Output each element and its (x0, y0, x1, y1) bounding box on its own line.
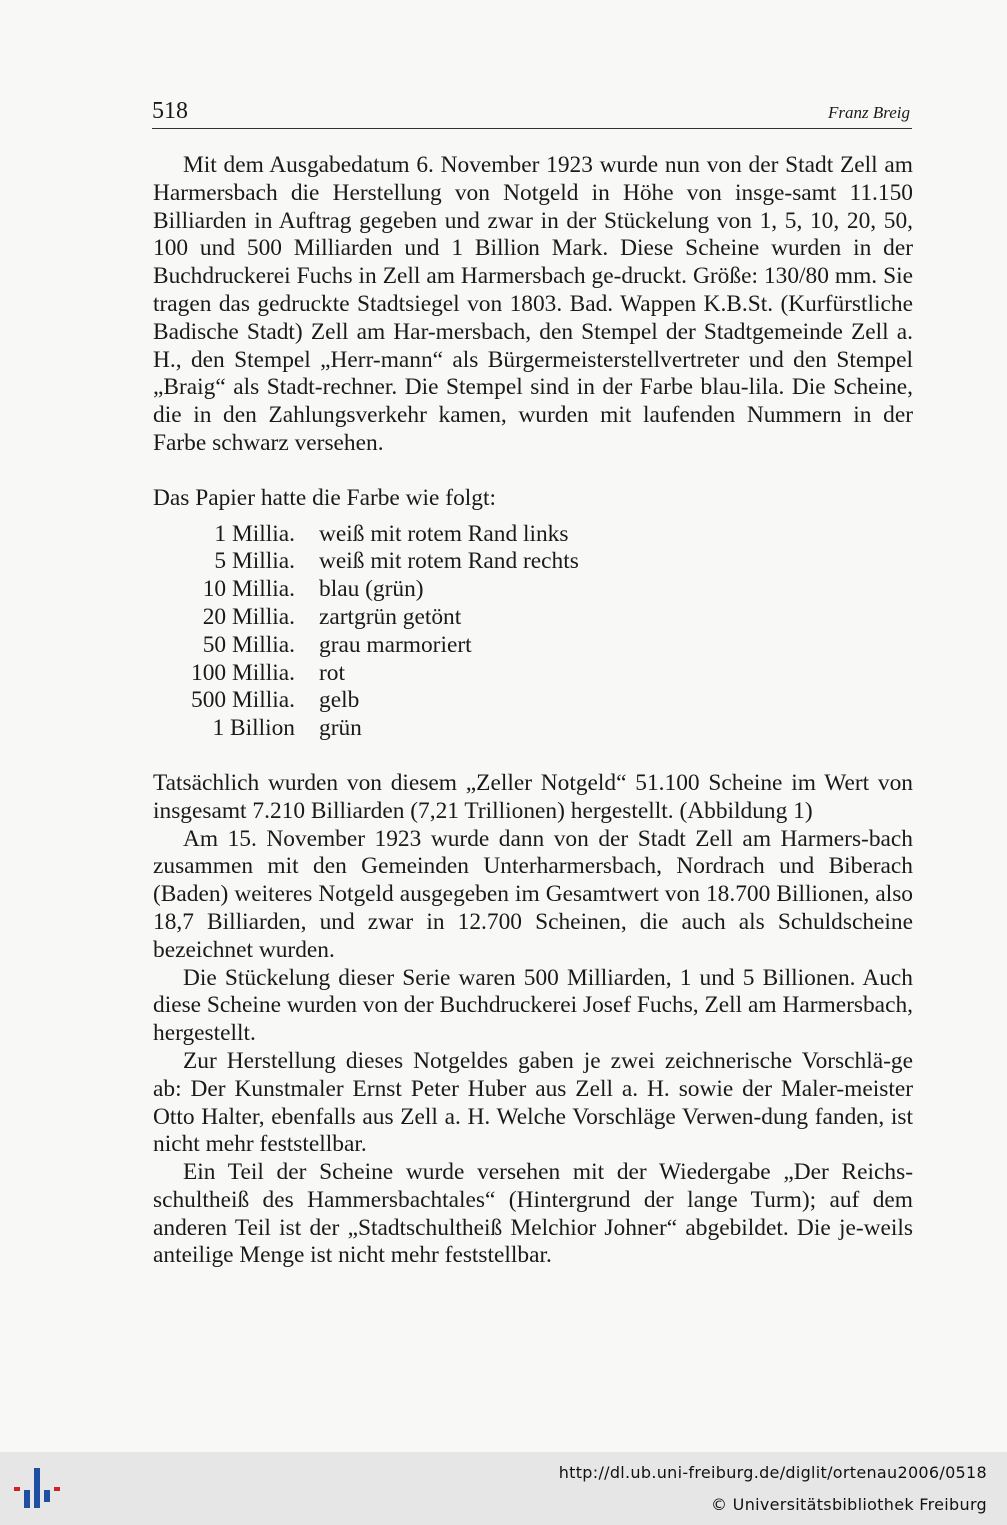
denomination: 1 Billion (212, 715, 295, 742)
paragraph-4: Am 15. November 1923 wurde dann von der Stadt Zell am Harmers-bach zusammen mit den Gemeinden Unterharmersbach, Nordrach und Biberach (Baden) weiteres Notgeld ausgegeben im Gesamtwert von 18.700 Billionen, also 18,7 Billiarden, und zwar in 12.700 Scheinen, die auch als Schuldscheine bezeichnet wurden. (153, 825, 913, 963)
list-item (153, 521, 913, 549)
logo-bar-blue-3 (44, 1490, 50, 1502)
body-text (153, 152, 913, 1270)
paper-color: gelb (319, 687, 360, 714)
denomination: 20 Millia. (202, 603, 295, 630)
list-item (153, 604, 913, 632)
denomination: 100 Millia. (191, 659, 295, 686)
list-item (153, 715, 913, 743)
paper-color: weiß mit rotem Rand rechts (319, 548, 579, 575)
logo-bar-red-left (14, 1487, 20, 1491)
paragraph-5: Die Stückelung dieser Serie waren 500 Milliarden, 1 und 5 Billionen. Auch diese Scheine wurden von der Buchdruckerei Josef Fuchs, Zell am Harmersbach, hergestellt. (153, 964, 913, 1047)
list-item (153, 687, 913, 715)
denomination: 500 Millia. (191, 687, 295, 714)
paragraph-7: Ein Teil der Scheine wurde versehen mit der Wiedergabe „Der Reichs-schultheiß des Hammersbachtales“ (Hintergrund der lange Turm); auf dem anderen Teil ist der „Stadtschultheiß Melchior Johner“ abgebildet. Die je-weils anteilige Menge ist nicht mehr feststellbar. (153, 1159, 913, 1269)
paper-color-list (153, 521, 913, 743)
paragraph-2: Das Papier hatte die Farbe wie folgt: (153, 484, 496, 511)
list-item (153, 632, 913, 660)
ub-freiburg-logo-icon[interactable] (12, 1466, 64, 1512)
paper-color: weiß mit rotem Rand links (319, 520, 569, 547)
page-header (152, 98, 912, 129)
paragraph-6: Zur Herstellung dieses Notgeldes gaben je zwei zeichnerische Vorschlä-ge ab: Der Kunstmaler Ernst Peter Huber aus Zell a. H. sowie der Maler-meister Otto Halter, ebenfalls aus Zell a. H. Welche Vorschläge Verwen-dung fanden, ist nicht mehr feststellbar. (153, 1047, 913, 1158)
paper-color: blau (grün) (319, 576, 424, 603)
list-item (153, 660, 913, 688)
logo-bar-blue-1 (24, 1490, 30, 1508)
source-url-link[interactable]: http://dl.ub.uni-freiburg.de/diglit/ortenau2006/0518 (558, 1463, 987, 1482)
page-number: 518 (152, 98, 188, 124)
paragraph-3: Tatsächlich wurden von diesem „Zeller Notgeld“ 51.100 Scheine im Wert von insgesamt 7.210 Billiarden (7,21 Trillionen) hergestellt. (Abbildung 1) (153, 769, 913, 824)
denomination: 50 Millia. (202, 631, 295, 658)
denomination: 10 Millia. (202, 576, 295, 603)
paper-color: grau marmoriert (319, 631, 472, 658)
paragraph-1: Mit dem Ausgabedatum 6. November 1923 wurde nun von der Stadt Zell am Harmersbach die Herstellung von Notgeld in Höhe von insge-samt 11.150 Billiarden in Auftrag gegeben und zwar in der Stückelung von 1, 5, 10, 20, 50, 100 und 500 Milliarden und 1 Billion Mark. Diese Scheine wurden in der Buchdruckerei Fuchs in Zell am Harmersbach ge-druckt. Größe: 130/80 mm. Sie tragen das gedruckte Stadtsiegel von 1803. Bad. Wappen K.B.St. (Kurfürstliche Badische Stadt) Zell am Har-mersbach, den Stempel der Stadtgemeinde Zell a. H., den Stempel „Herr-mann“ als Bürgermeisterstellvertreter und den Stempel „Braig“ als Stadt-rechner. Die Stempel sind in der Farbe blau-lila. Die Scheine, die in den Zahlungsverkehr kamen, wurden mit laufenden Nummern in der Farbe schwarz versehen. (153, 152, 913, 456)
logo-bar-red-right (54, 1487, 60, 1491)
paper-color: zartgrün getönt (319, 603, 462, 630)
list-item (153, 548, 913, 576)
denomination: 1 Millia. (214, 520, 295, 547)
running-head-author: Franz Breig (827, 103, 910, 122)
paper-color: grün (319, 715, 362, 742)
library-footer (0, 1452, 1007, 1525)
denomination: 5 Millia. (214, 548, 295, 575)
list-item (153, 576, 913, 604)
paper-color: rot (319, 659, 345, 686)
logo-bar-blue-2 (34, 1468, 40, 1508)
copyright-notice: © Universitätsbibliothek Freiburg (711, 1495, 987, 1514)
